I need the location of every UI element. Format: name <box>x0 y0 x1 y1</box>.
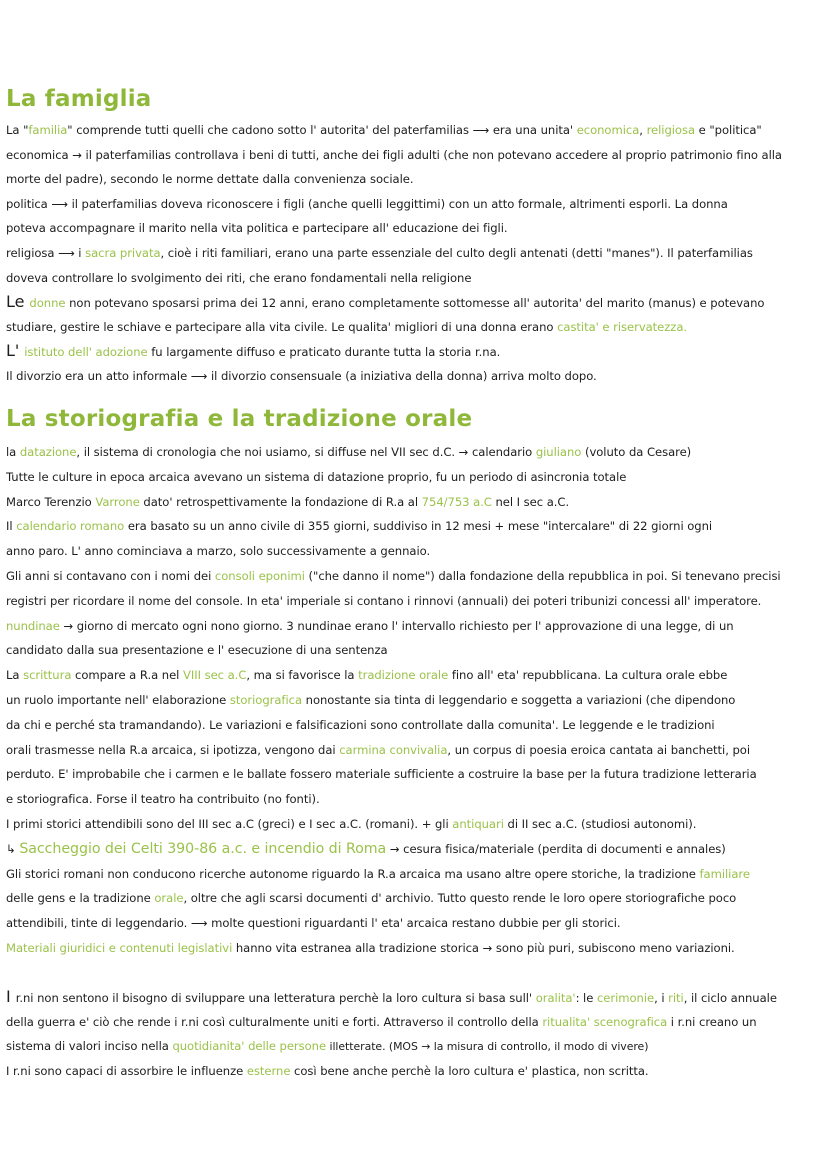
note-line <box>6 1010 821 1035</box>
note-line <box>6 837 821 862</box>
note-text: fino all' eta' repubblicana. La cultura orale ebbe <box>448 668 728 683</box>
highlighted-term: oralita' <box>535 991 576 1005</box>
highlighted-term: donne <box>29 296 66 311</box>
note-line <box>6 539 821 564</box>
highlighted-term: Materiali giuridici e contenuti legislativi <box>6 940 233 955</box>
note-text: candidato dalla sua presentazione e l' esecuzione di una sentenza <box>6 643 388 658</box>
note-text: , il ciclo annuale <box>683 991 777 1005</box>
highlighted-term: economica <box>576 123 640 137</box>
section-famiglia-body <box>6 118 821 389</box>
note-line <box>6 339 821 364</box>
note-text: di II sec a.C. (studiosi autonomi). <box>503 816 697 831</box>
note-text: Tutte le culture in epoca arcaica avevano un sistema di datazione proprio, fu un periodo di asincronia totale <box>6 469 627 484</box>
note-text: orali trasmesse nella R.a arcaica, si ipotizza, vengono dai <box>6 742 340 757</box>
highlighted-term: cerimonie <box>596 991 655 1005</box>
note-text: , un corpus di poesia eroica cantata ai banchetti, poi <box>447 742 751 757</box>
note-line <box>6 589 821 614</box>
highlighted-term: VIII sec a.C <box>182 668 247 683</box>
highlighted-term: calendario romano <box>16 519 125 534</box>
note-text: così bene anche perchè la loro cultura e' plastica, non scritta. <box>290 1063 649 1078</box>
note-text: → giorno di mercato ogni nono giorno. 3 nundinae erano l' intervallo richiesto per l' approvazione di una legge, di un <box>59 618 734 633</box>
highlighted-term: Saccheggio dei Celti 390-86 a.c. e incendio di Roma <box>19 840 387 857</box>
note-text: Gli anni si contavano con i nomi dei <box>6 568 215 583</box>
note-line <box>6 216 821 241</box>
note-text: dato' retrospettivamente la fondazione di R.a al <box>139 494 422 509</box>
note-text: politica ⟶ il paterfamilias doveva riconoscere i figli (anche quelli leggittimi) con un atto formale, altrimenti esporli. La donna <box>6 196 728 211</box>
note-line <box>6 315 821 340</box>
note-text: delle gens e la tradizione <box>6 891 155 906</box>
note-text: , i <box>654 991 669 1005</box>
note-text: La " <box>6 123 29 137</box>
note-text: economica → il paterfamilias controllava i beni di tutti, anche dei figli adulti (che non potevano accedere al proprio patrimonio fino alla <box>6 147 782 162</box>
note-text: perduto. E' improbabile che i carmen e le ballate fossero materiale sufficiente a costruire la base per la futura tradizione letteraria <box>6 767 757 782</box>
note-line <box>6 364 821 389</box>
note-text: studiare, gestire le schiave e partecipare alla vita civile. Le qualita' migliori di una donna erano <box>6 319 558 334</box>
note-line <box>6 1059 821 1084</box>
highlighted-term: sacra privata <box>85 245 161 260</box>
note-text: Le <box>6 292 30 312</box>
note-line <box>6 985 821 1010</box>
highlighted-term: castita' e riservatezza. <box>557 319 688 334</box>
note-line <box>6 564 821 589</box>
note-text: I primi storici attendibili sono del III sec a.C (greci) e I sec a.C. (romani). + gli <box>6 816 453 831</box>
note-text: non potevano sposarsi prima dei 12 anni, erano completamente sottomesse all' autorita' del marito (manus) e potevano <box>65 296 765 311</box>
note-text: La <box>6 668 24 683</box>
note-text: r.ni non sentono il bisogno di sviluppare una letteratura perchè la loro cultura si basa sull' <box>15 991 536 1005</box>
note-text: anno paro. L' anno cominciava a marzo, solo successivamente a gennaio. <box>6 544 431 559</box>
note-line <box>6 167 821 192</box>
note-text: → cesura fisica/materiale (perdita di documenti e annales) <box>386 841 726 856</box>
highlighted-term: ritualita' scenografica <box>542 1014 668 1029</box>
note-text: doveva controllare lo svolgimento dei riti, che erano fondamentali nella religione <box>6 270 472 285</box>
note-line <box>6 490 821 515</box>
highlighted-term: carmina convivalia <box>339 742 448 757</box>
note-text: Marco Terenzio <box>6 494 96 509</box>
note-text: Il <box>6 519 17 534</box>
note-line <box>6 440 821 465</box>
note-text: attendibili, tinte di leggendario. ⟶ molte questioni riguardanti l' eta' arcaica restano dubbie per gli storici. <box>6 916 621 931</box>
highlighted-term: datazione <box>19 445 77 459</box>
note-text: , il sistema di cronologia che noi usiamo, si diffuse nel VII sec d.C. → calendario <box>76 445 536 459</box>
note-text: hanno vita estranea alla tradizione storica → sono più puri, subiscono meno variazioni. <box>232 940 735 955</box>
section-storiografia-body <box>6 440 821 961</box>
note-text: ("che danno il nome") dalla fondazione della repubblica in poi. Si tenevano precisi <box>304 568 781 583</box>
highlighted-term: religiosa <box>646 123 696 137</box>
note-text: e storiografica. Forse il teatro ha contribuito (no fonti). <box>6 792 320 807</box>
note-text: L' <box>6 341 25 361</box>
note-line <box>6 787 821 812</box>
highlighted-term: 754/753 a.C <box>421 494 492 509</box>
note-text: I <box>6 987 16 1006</box>
note-text: illetterate. (MOS → la misura di controllo, il modo di vivere) <box>326 1040 649 1054</box>
note-text: , oltre che agli scarsi documenti d' archivio. Tutto questo rende le loro opere storiografiche poco <box>183 891 737 906</box>
highlighted-term: riti <box>668 991 684 1005</box>
note-text: nonostante sia tinta di leggendario e soggetta a variazioni (che dipendono <box>302 692 736 707</box>
note-line <box>6 713 821 738</box>
note-text: registri per ricordare il nome del console. In eta' imperiale si contano i rinnovi (annuali) dei poteri tribunizi concessi all' imperatore. <box>6 593 762 608</box>
note-text: ↳ <box>6 841 20 856</box>
note-line <box>6 911 821 936</box>
note-line <box>6 614 821 639</box>
note-text: , <box>639 123 647 137</box>
highlighted-term: tradizione orale <box>358 668 449 683</box>
note-text: da chi e perché sta tramandando). Le variazioni e falsificazioni sono controllate dalla comunita'. Le leggende e le tradizioni <box>6 717 715 732</box>
highlighted-term: consoli eponimi <box>214 568 305 583</box>
highlighted-term: quotidianita' delle persone <box>172 1039 327 1054</box>
note-text: della guerra e' ciò che rende i r.ni così culturalmente uniti e forti. Attraverso il controllo della <box>6 1014 543 1029</box>
note-line <box>6 241 821 266</box>
highlighted-term: scrittura <box>23 668 72 683</box>
note-text: i r.ni creano un <box>667 1014 757 1029</box>
note-text: , ma si favorisce la <box>246 668 359 683</box>
note-line <box>6 936 821 961</box>
note-line <box>6 762 821 787</box>
note-text: (voluto da Cesare) <box>581 445 692 459</box>
section-title-famiglia: La famiglia <box>6 86 152 112</box>
note-text: Gli storici romani non conducono ricerche autonome riguardo la R.a arcaica ma usano altre opere storiche, la tradizione <box>6 866 700 881</box>
highlighted-term: antiquari <box>452 816 504 831</box>
highlighted-term: giuliano <box>535 445 582 459</box>
note-text: poteva accompagnare il marito nella vita politica e partecipare all' educazione dei figli. <box>6 221 508 236</box>
note-line <box>6 514 821 539</box>
note-text: la <box>6 445 20 459</box>
note-line <box>6 290 821 315</box>
note-line <box>6 465 821 490</box>
section-title-storiografia: La storiografia e la tradizione orale <box>6 406 473 432</box>
note-text: un ruolo importante nell' elaborazione <box>6 692 230 707</box>
note-text: sistema di valori inciso nella <box>6 1039 173 1054</box>
highlighted-term: orale <box>154 891 184 906</box>
note-line <box>6 1034 821 1059</box>
note-line <box>6 663 821 688</box>
note-text: I r.ni sono capaci di assorbire le influenze <box>6 1063 247 1078</box>
note-line <box>6 688 821 713</box>
highlighted-term: Varrone <box>95 494 140 509</box>
note-text: " comprende tutti quelli che cadono sotto l' autorita' del paterfamilias ⟶ era una unita' <box>67 123 577 137</box>
highlighted-term: esterne <box>246 1063 291 1078</box>
note-line <box>6 886 821 911</box>
highlighted-term: storiografica <box>229 692 303 707</box>
highlighted-term: familia <box>28 123 68 137</box>
highlighted-term: nundinae <box>6 618 60 633</box>
note-text: morte del padre), secondo le norme dettate dalla convenienza sociale. <box>6 172 414 187</box>
note-line <box>6 738 821 763</box>
note-text: era basato su un anno civile di 355 giorni, suddiviso in 12 mesi + mese "intercalare" di 22 giorni ogni <box>124 519 713 534</box>
note-line <box>6 143 821 168</box>
note-line <box>6 638 821 663</box>
note-line <box>6 118 821 143</box>
note-text: compare a R.a nel <box>71 668 183 683</box>
note-line <box>6 266 821 291</box>
section-cultura-body <box>6 985 821 1083</box>
note-text: religiosa ⟶ i <box>6 245 86 260</box>
note-line <box>6 192 821 217</box>
note-text: , cioè i riti familiari, erano una parte essenziale del culto degli antenati (detti "manes"). Il paterfamilias <box>160 245 753 260</box>
highlighted-term: istituto dell' adozione <box>24 345 148 360</box>
note-text: : le <box>575 991 597 1005</box>
note-text: nel I sec a.C. <box>491 494 570 509</box>
note-text: fu largamente diffuso e praticato durante tutta la storia r.na. <box>147 345 501 360</box>
note-line <box>6 862 821 887</box>
highlighted-term: familiare <box>699 866 750 881</box>
note-text: e "politica" <box>695 123 762 137</box>
note-text: Il divorzio era un atto informale ⟶ il divorzio consensuale (a iniziativa della donna) arriva molto dopo. <box>6 368 597 383</box>
note-line <box>6 812 821 837</box>
